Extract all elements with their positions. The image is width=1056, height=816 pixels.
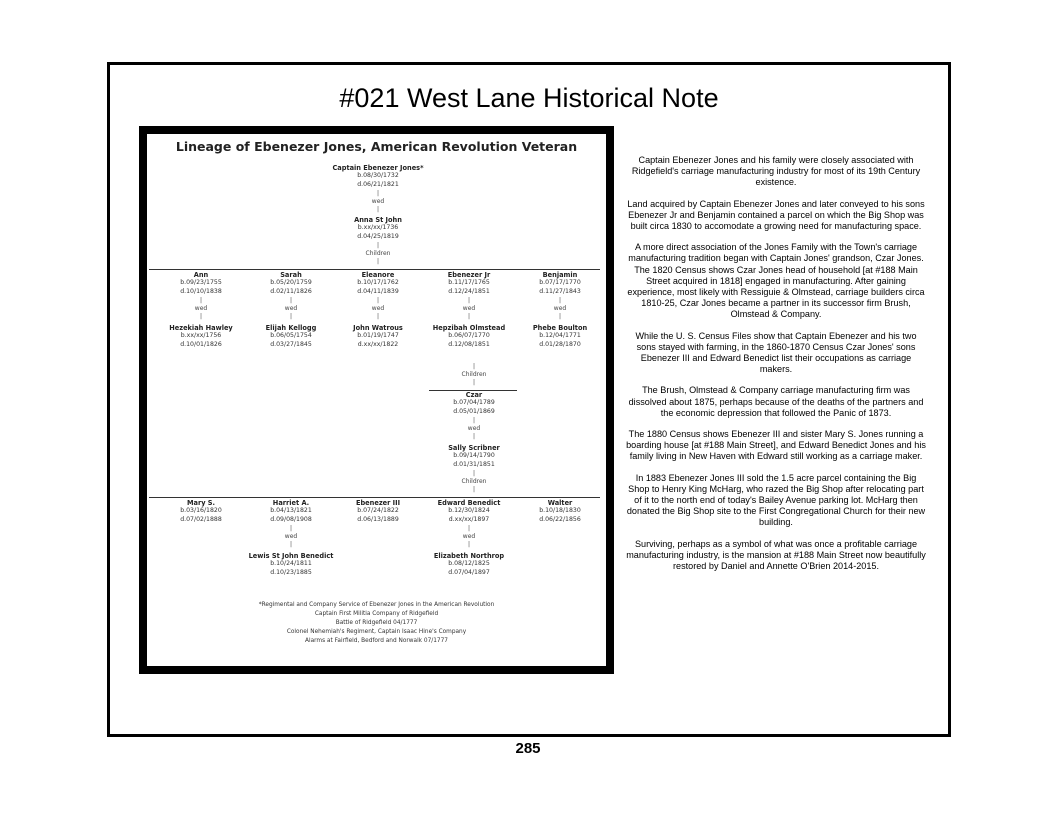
node-death: d.10/01/1826 — [180, 340, 222, 348]
bar: | — [376, 206, 380, 214]
chart-footnote — [147, 601, 606, 646]
node-name: Hezekiah Hawley — [169, 324, 233, 332]
node-gen2-3 — [421, 271, 517, 296]
node-birth: b.11/17/1765 — [448, 279, 490, 287]
node-name: Czar — [465, 391, 483, 399]
node-name: Ebenezer III — [355, 499, 401, 507]
paragraph: Land acquired by Captain Ebenezer Jones and later conveyed to his sons Ebenezer Jr and Benjamin contained a parcel on which the Big Shop was built circa 1830 to accomodate a growing need for manufacturing space. — [627, 198, 925, 232]
bar: | — [472, 363, 476, 370]
node-name: Anna St John — [354, 216, 402, 224]
wed-label: wed — [284, 305, 298, 313]
bar: | — [467, 313, 471, 321]
children-label: Children — [461, 478, 487, 486]
node-death: d.12/08/1851 — [448, 340, 490, 348]
paragraph: The 1880 Census shows Ebenezer III and sister Mary S. Jones running a boarding house [at #188 Main Street], and Edward Benedict Jones and his family living in New Haven with Edward still working as a carriage maker. — [626, 429, 926, 462]
node-anna-st-john — [330, 216, 426, 241]
node-birth: b.03/16/1820 — [180, 507, 222, 515]
node-death: d.04/25/1819 — [357, 232, 399, 240]
children-connector-gen2 — [330, 242, 426, 267]
node-gen4-4 — [512, 499, 608, 524]
chart-title: Lineage of Ebenezer Jones, American Revolution Veteran — [175, 139, 578, 154]
node-death: d.04/11/1839 — [357, 287, 399, 295]
node-death: d.07/02/1888 — [180, 515, 222, 523]
node-gen2-spouse-1 — [243, 324, 339, 349]
node-death: d.05/01/1869 — [453, 407, 495, 415]
node-death: d.07/04/1897 — [448, 568, 490, 576]
node-gen4-2 — [330, 499, 426, 524]
bar: | — [376, 190, 380, 197]
node-birth: b.xx/xx/1736 — [357, 224, 399, 232]
node-death: d.02/11/1826 — [270, 287, 312, 295]
node-birth: b.09/14/1790 — [453, 452, 495, 460]
node-birth: b.12/30/1824 — [448, 507, 490, 515]
node-sally-scribner — [426, 444, 522, 469]
gen2-wed-connector — [330, 297, 426, 322]
bar: | — [558, 313, 562, 321]
node-name: Hepzibah Olmstead — [432, 324, 506, 332]
node-death: d.12/24/1851 — [448, 287, 490, 295]
node-death: d.06/13/1889 — [357, 515, 399, 523]
node-birth: b.05/20/1759 — [270, 279, 312, 287]
footnote-line: Alarms at Fairfield, Bedford and Norwalk 07/1777 — [305, 638, 448, 644]
gen4-wed-connector — [243, 525, 339, 550]
gen2-wed-connector — [243, 297, 339, 322]
node-gen4-spouse-1 — [243, 552, 339, 577]
children-label: Children — [461, 371, 487, 379]
paragraph: Captain Ebenezer Jones and his family were closely associated with Ridgefield's carriage manufacturing industry for most of its 19th Century existence. — [631, 155, 921, 188]
node-birth: b.06/05/1754 — [270, 332, 312, 340]
page-number: 285 — [515, 740, 541, 757]
node-name: Elijah Kellogg — [265, 324, 317, 332]
node-death: d.01/28/1870 — [539, 340, 581, 348]
node-name: Sally Scribner — [448, 444, 500, 452]
node-birth: b.09/23/1755 — [180, 279, 222, 287]
node-birth: b.07/17/1770 — [539, 279, 581, 287]
node-death: d.xx/xx/1822 — [357, 340, 399, 348]
bar: | — [199, 313, 203, 321]
bar: | — [289, 541, 293, 549]
footnote-line: Captain First Militia Company of Ridgefield — [314, 611, 439, 617]
gen4-line — [149, 497, 600, 498]
node-death: d.01/31/1851 — [453, 460, 495, 468]
node-gen2-0 — [153, 271, 249, 296]
node-birth: b.10/24/1811 — [270, 560, 312, 568]
node-czar — [426, 391, 522, 416]
node-gen2-spouse-0 — [153, 324, 249, 349]
wed-label: wed — [371, 198, 385, 206]
wed-label: wed — [462, 305, 476, 313]
node-name: Harriet A. — [272, 499, 310, 507]
wed-label: wed — [553, 305, 567, 313]
paragraph: Surviving, perhaps as a symbol of what was once a profitable carriage manufacturing industry, is the mansion at #188 Main Street now beautifully restored by Daniel and Annette O'Brien 2014-2015. — [626, 538, 926, 572]
children-connector-gen4 — [426, 470, 522, 495]
node-name: Ann — [193, 271, 209, 279]
children-label: Children — [365, 250, 391, 258]
node-captain-ebenezer-jones — [330, 164, 426, 189]
node-name: Benjamin — [542, 271, 578, 279]
node-gen4-0 — [153, 499, 249, 524]
bar: | — [472, 417, 476, 424]
bar: | — [472, 379, 476, 387]
bar: | — [376, 242, 380, 249]
node-birth: b.04/13/1821 — [270, 507, 312, 515]
node-gen4-spouse-3 — [421, 552, 517, 577]
lineage-chart — [139, 126, 614, 674]
bar: | — [467, 297, 471, 304]
bar: | — [472, 486, 476, 494]
node-death: d.xx/xx/1897 — [448, 515, 490, 523]
node-birth: b.01/19/1747 — [357, 332, 399, 340]
node-birth: b.08/12/1825 — [448, 560, 490, 568]
gen2-wed-connector — [512, 297, 608, 322]
root-wed-connector — [330, 190, 426, 215]
bar: | — [376, 313, 380, 321]
node-birth: b.10/18/1830 — [539, 507, 581, 515]
wed-label: wed — [194, 305, 208, 313]
bar: | — [199, 297, 203, 304]
bar: | — [558, 297, 562, 304]
node-gen2-2 — [330, 271, 426, 296]
paragraph: In 1883 Ebenezer Jones III sold the 1.5 acre parcel containing the Big Shop to Henry King McHarg, who razed the Big Shop after relocating part of it to the north end of today's Bailey Avenue parking lot. McHarg then donated the Big Shop site to the First Congregational Church for their new building. — [626, 472, 926, 528]
paragraph: A more direct association of the Jones Family with the Town's carriage manufacturing tradition began with Captain Jones' grandson, Czar Jones. The 1820 Census shows Czar Jones head of household [at #188 Main Street acquired in 1818] engaged in manufacturing. After gaining experience, most likely with Ressiguie & Olmstead, carriage builders circa 1810-25, Czar Jones became a partner in its successor firm Brush, Olmstead & Company. — [627, 242, 925, 320]
node-birth: b.xx/xx/1756 — [180, 332, 222, 340]
node-death: d.09/08/1908 — [270, 515, 312, 523]
node-gen4-1 — [243, 499, 339, 524]
node-death: d.03/27/1845 — [270, 340, 312, 348]
node-name: Lewis St John Benedict — [248, 552, 334, 560]
node-name: Mary S. — [186, 499, 216, 507]
node-gen4-3 — [421, 499, 517, 524]
node-name: Walter — [547, 499, 573, 507]
gen2-wed-connector — [153, 297, 249, 322]
node-gen2-4 — [512, 271, 608, 296]
gen2-wed-connector — [421, 297, 517, 322]
wed-label: wed — [462, 533, 476, 541]
node-gen2-1 — [243, 271, 339, 296]
node-death: d.06/21/1821 — [357, 180, 399, 188]
bar: | — [376, 258, 380, 266]
gen2-line — [149, 269, 600, 270]
bar: | — [376, 297, 380, 304]
node-birth: b.10/17/1762 — [357, 279, 399, 287]
node-name: Sarah — [280, 271, 302, 279]
bar: | — [467, 525, 471, 532]
node-birth: b.08/30/1732 — [357, 172, 399, 180]
node-birth: b.07/04/1789 — [453, 399, 495, 407]
node-name: John Watrous — [353, 324, 403, 332]
footnote-line: *Regimental and Company Service of Ebenezer Jones in the American Revolution — [258, 602, 495, 608]
node-name: Elizabeth Northrop — [433, 552, 505, 560]
node-birth: b.12/04/1771 — [539, 332, 581, 340]
wed-label: wed — [467, 425, 481, 433]
node-death: d.10/10/1838 — [180, 287, 222, 295]
page-frame — [107, 62, 951, 737]
page-title: #021 West Lane Historical Note — [339, 83, 719, 113]
node-gen2-spouse-2 — [330, 324, 426, 349]
gen4-wed-connector — [421, 525, 517, 550]
czar-wed-connector — [426, 417, 522, 442]
children-connector-czar — [426, 363, 522, 388]
bar: | — [289, 525, 293, 532]
node-gen2-spouse-4 — [512, 324, 608, 349]
bar: | — [289, 313, 293, 321]
node-birth: b.07/24/1822 — [357, 507, 399, 515]
node-gen2-spouse-3 — [421, 324, 517, 349]
paragraph: The Brush, Olmstead & Company carriage manufacturing firm was dissolved about 1875, perhaps because of the deaths of the partners and the economic depression that followed the Panic of 1873. — [628, 385, 924, 418]
footnote-line: Colonel Nehemiah's Regiment, Captain Isaac Hine's Company — [286, 629, 467, 635]
node-name: Captain Ebenezer Jones* — [332, 164, 424, 172]
bar: | — [472, 470, 476, 477]
node-name: Eleanore — [361, 271, 395, 279]
paragraph: While the U. S. Census Files show that Captain Ebenezer and his two sons stayed with farming, in the 1860-1870 Census Czar Jones' sons Ebenezer III and Edward Benedict list their occupations as carriage makers. — [635, 330, 917, 375]
node-birth: b.06/07/1770 — [448, 332, 490, 340]
footnote-line: Battle of Ridgefield 04/1777 — [335, 620, 418, 626]
bar: | — [472, 433, 476, 441]
bar: | — [289, 297, 293, 304]
node-name: Edward Benedict — [437, 499, 501, 507]
wed-label: wed — [284, 533, 298, 541]
node-death: d.06/22/1856 — [539, 515, 581, 523]
wed-label: wed — [371, 305, 385, 313]
node-name: Phebe Boulton — [532, 324, 588, 332]
node-death: d.11/27/1843 — [539, 287, 581, 295]
bar: | — [467, 541, 471, 549]
node-death: d.10/23/1885 — [270, 568, 312, 576]
historical-note-text — [626, 155, 926, 582]
node-name: Ebenezer Jr — [447, 271, 491, 279]
